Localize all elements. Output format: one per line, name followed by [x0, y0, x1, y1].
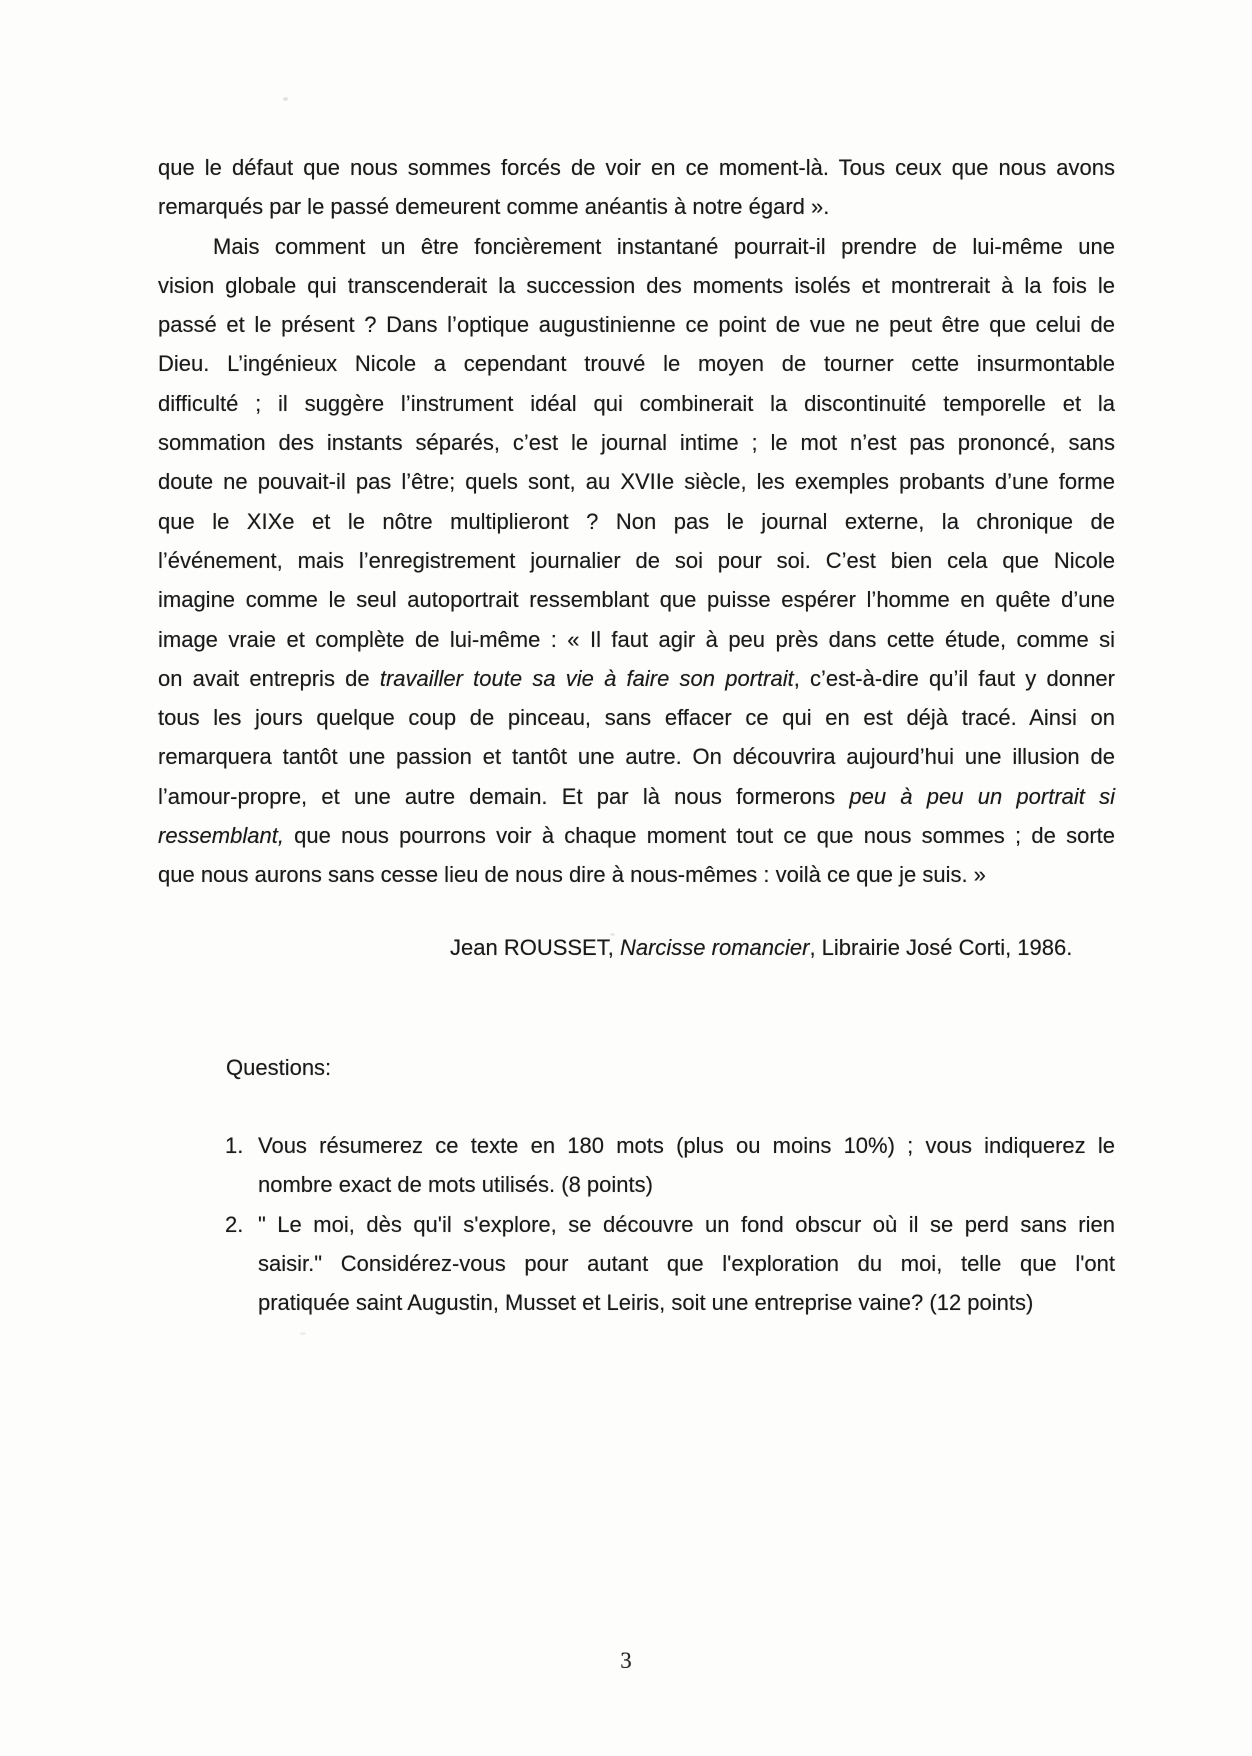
- text-segment: passé et le présent ? Dans l’optique augustinienne ce point de vue ne peut être que celui de: [158, 312, 1115, 338]
- page-number: 3: [620, 1648, 632, 1673]
- body-text-line: [158, 344, 1115, 383]
- body-text-line: [158, 227, 1115, 266]
- body-text-line: [158, 541, 1115, 580]
- text-segment: Vous résumerez ce texte en 180 mots (plus ou moins 10%) ; vous indiquerez le: [258, 1133, 1115, 1158]
- question-item: [225, 1205, 1115, 1323]
- body-text-line: [158, 698, 1115, 737]
- text-segment: que le XIXe et le nôtre multiplieront ? Non pas le journal externe, la chronique de: [158, 508, 1115, 534]
- body-text-line: [158, 148, 1115, 187]
- body-text-line: [158, 462, 1115, 501]
- question-text: [258, 1205, 1115, 1323]
- text-segment: " Le moi, dès qu'il s'explore, se découvre un fond obscur où il se perd sans rien: [258, 1211, 1115, 1237]
- text-segment: sommation des instants séparés, c’est le journal intime ; le mot n’est pas prononcé, sans: [158, 430, 1115, 456]
- text-segment: saisir." Considérez-vous pour autant que l'exploration du moi, telle que l'ont: [258, 1250, 1115, 1276]
- citation-line: [450, 928, 1072, 967]
- question-text-line: [258, 1283, 1115, 1322]
- text-segment: que nous pourrons voir à chaque moment tout ce que nous sommes ; de sorte: [283, 823, 1115, 849]
- body-text-line: [158, 659, 1115, 698]
- text-segment: pratiquée saint Augustin, Musset et Leiris, soit une entreprise vaine? (12 points): [258, 1290, 1034, 1316]
- italic-text: peu à peu un portrait si: [849, 783, 1115, 809]
- scan-speck: [283, 97, 288, 101]
- question-text-line: [258, 1165, 1115, 1204]
- body-text-line: [158, 855, 1115, 894]
- body-text-line: [158, 816, 1115, 855]
- body-text: [158, 148, 1115, 895]
- text-segment: que nous aurons sans cesse lieu de nous dire à nous-mêmes : voilà ce que je suis. »: [158, 862, 986, 888]
- text-segment: Mais comment un être foncièrement instantané pourrait-il prendre de lui-même une: [213, 233, 1115, 259]
- text-segment: , c’est-à-dire qu’il faut y donner: [793, 665, 1115, 691]
- body-text-line: [158, 266, 1115, 305]
- text-segment: l’événement, mais l’enregistrement journalier de soi pour soi. C’est bien cela que Nicole: [158, 547, 1115, 573]
- italic-text: travailler toute sa vie à faire son portrait: [379, 665, 794, 691]
- italic-text: Narcisse romancier: [619, 935, 810, 960]
- question-text-line: [258, 1244, 1115, 1283]
- body-text-line: [158, 305, 1115, 344]
- scan-speck: [300, 1332, 306, 1335]
- text-segment: , Librairie José Corti, 1986.: [809, 935, 1073, 960]
- question-text-line: [258, 1126, 1115, 1165]
- text-segment: Dieu. L’ingénieux Nicole a cependant trouvé le moyen de tourner cette insurmontable: [158, 351, 1115, 377]
- text-segment: vision globale qui transcenderait la succession des moments isolés et montrerait à la fois le: [158, 272, 1115, 298]
- text-segment: imagine comme le seul autoportrait ressemblant que puisse espérer l’homme en quête d’une: [158, 587, 1115, 613]
- questions-heading: Questions:: [226, 1055, 332, 1080]
- question-number: 1.: [225, 1133, 244, 1158]
- text-segment: tous les jours quelque coup de pinceau, sans effacer ce qui en est déjà tracé. Ainsi on: [158, 705, 1115, 731]
- text-segment: doute ne pouvait-il pas l’être; quels sont, au XVIIe siècle, les exemples probants d’une forme: [158, 469, 1115, 495]
- body-text-line: [158, 187, 1115, 226]
- text-segment: l’amour-propre, et une autre demain. Et par là nous formerons: [158, 783, 850, 809]
- text-segment: que le défaut que nous sommes forcés de voir en ce moment-là. Tous ceux que nous avons: [158, 155, 1115, 180]
- text-segment: on avait entrepris de: [158, 665, 380, 691]
- body-text-line: [158, 620, 1115, 659]
- question-text-line: [258, 1205, 1115, 1244]
- body-text-line: [158, 580, 1115, 619]
- text-segment: remarquera tantôt une passion et tantôt une autre. On découvrira aujourd’hui une illusion de: [158, 744, 1115, 770]
- body-text-line: [158, 384, 1115, 423]
- questions-list: [225, 1126, 1115, 1322]
- text-segment: Jean ROUSSET,: [450, 935, 620, 960]
- body-text-line: [158, 423, 1115, 462]
- body-text-line: [158, 777, 1115, 816]
- body-text-line: [158, 502, 1115, 541]
- text-segment: nombre exact de mots utilisés. (8 points): [258, 1172, 653, 1198]
- question-text: [258, 1126, 1115, 1205]
- body-text-line: [158, 737, 1115, 776]
- italic-text: ressemblant,: [158, 823, 284, 849]
- text-segment: remarqués par le passé demeurent comme anéantis à notre égard ».: [158, 194, 830, 220]
- question-number: 2.: [225, 1211, 244, 1237]
- text-segment: difficulté ; il suggère l’instrument idéal qui combinerait la discontinuité temporelle et la: [158, 390, 1115, 416]
- question-item: [225, 1126, 1115, 1205]
- text-segment: image vraie et complète de lui-même : « Il faut agir à peu près dans cette étude, comme si: [158, 626, 1115, 652]
